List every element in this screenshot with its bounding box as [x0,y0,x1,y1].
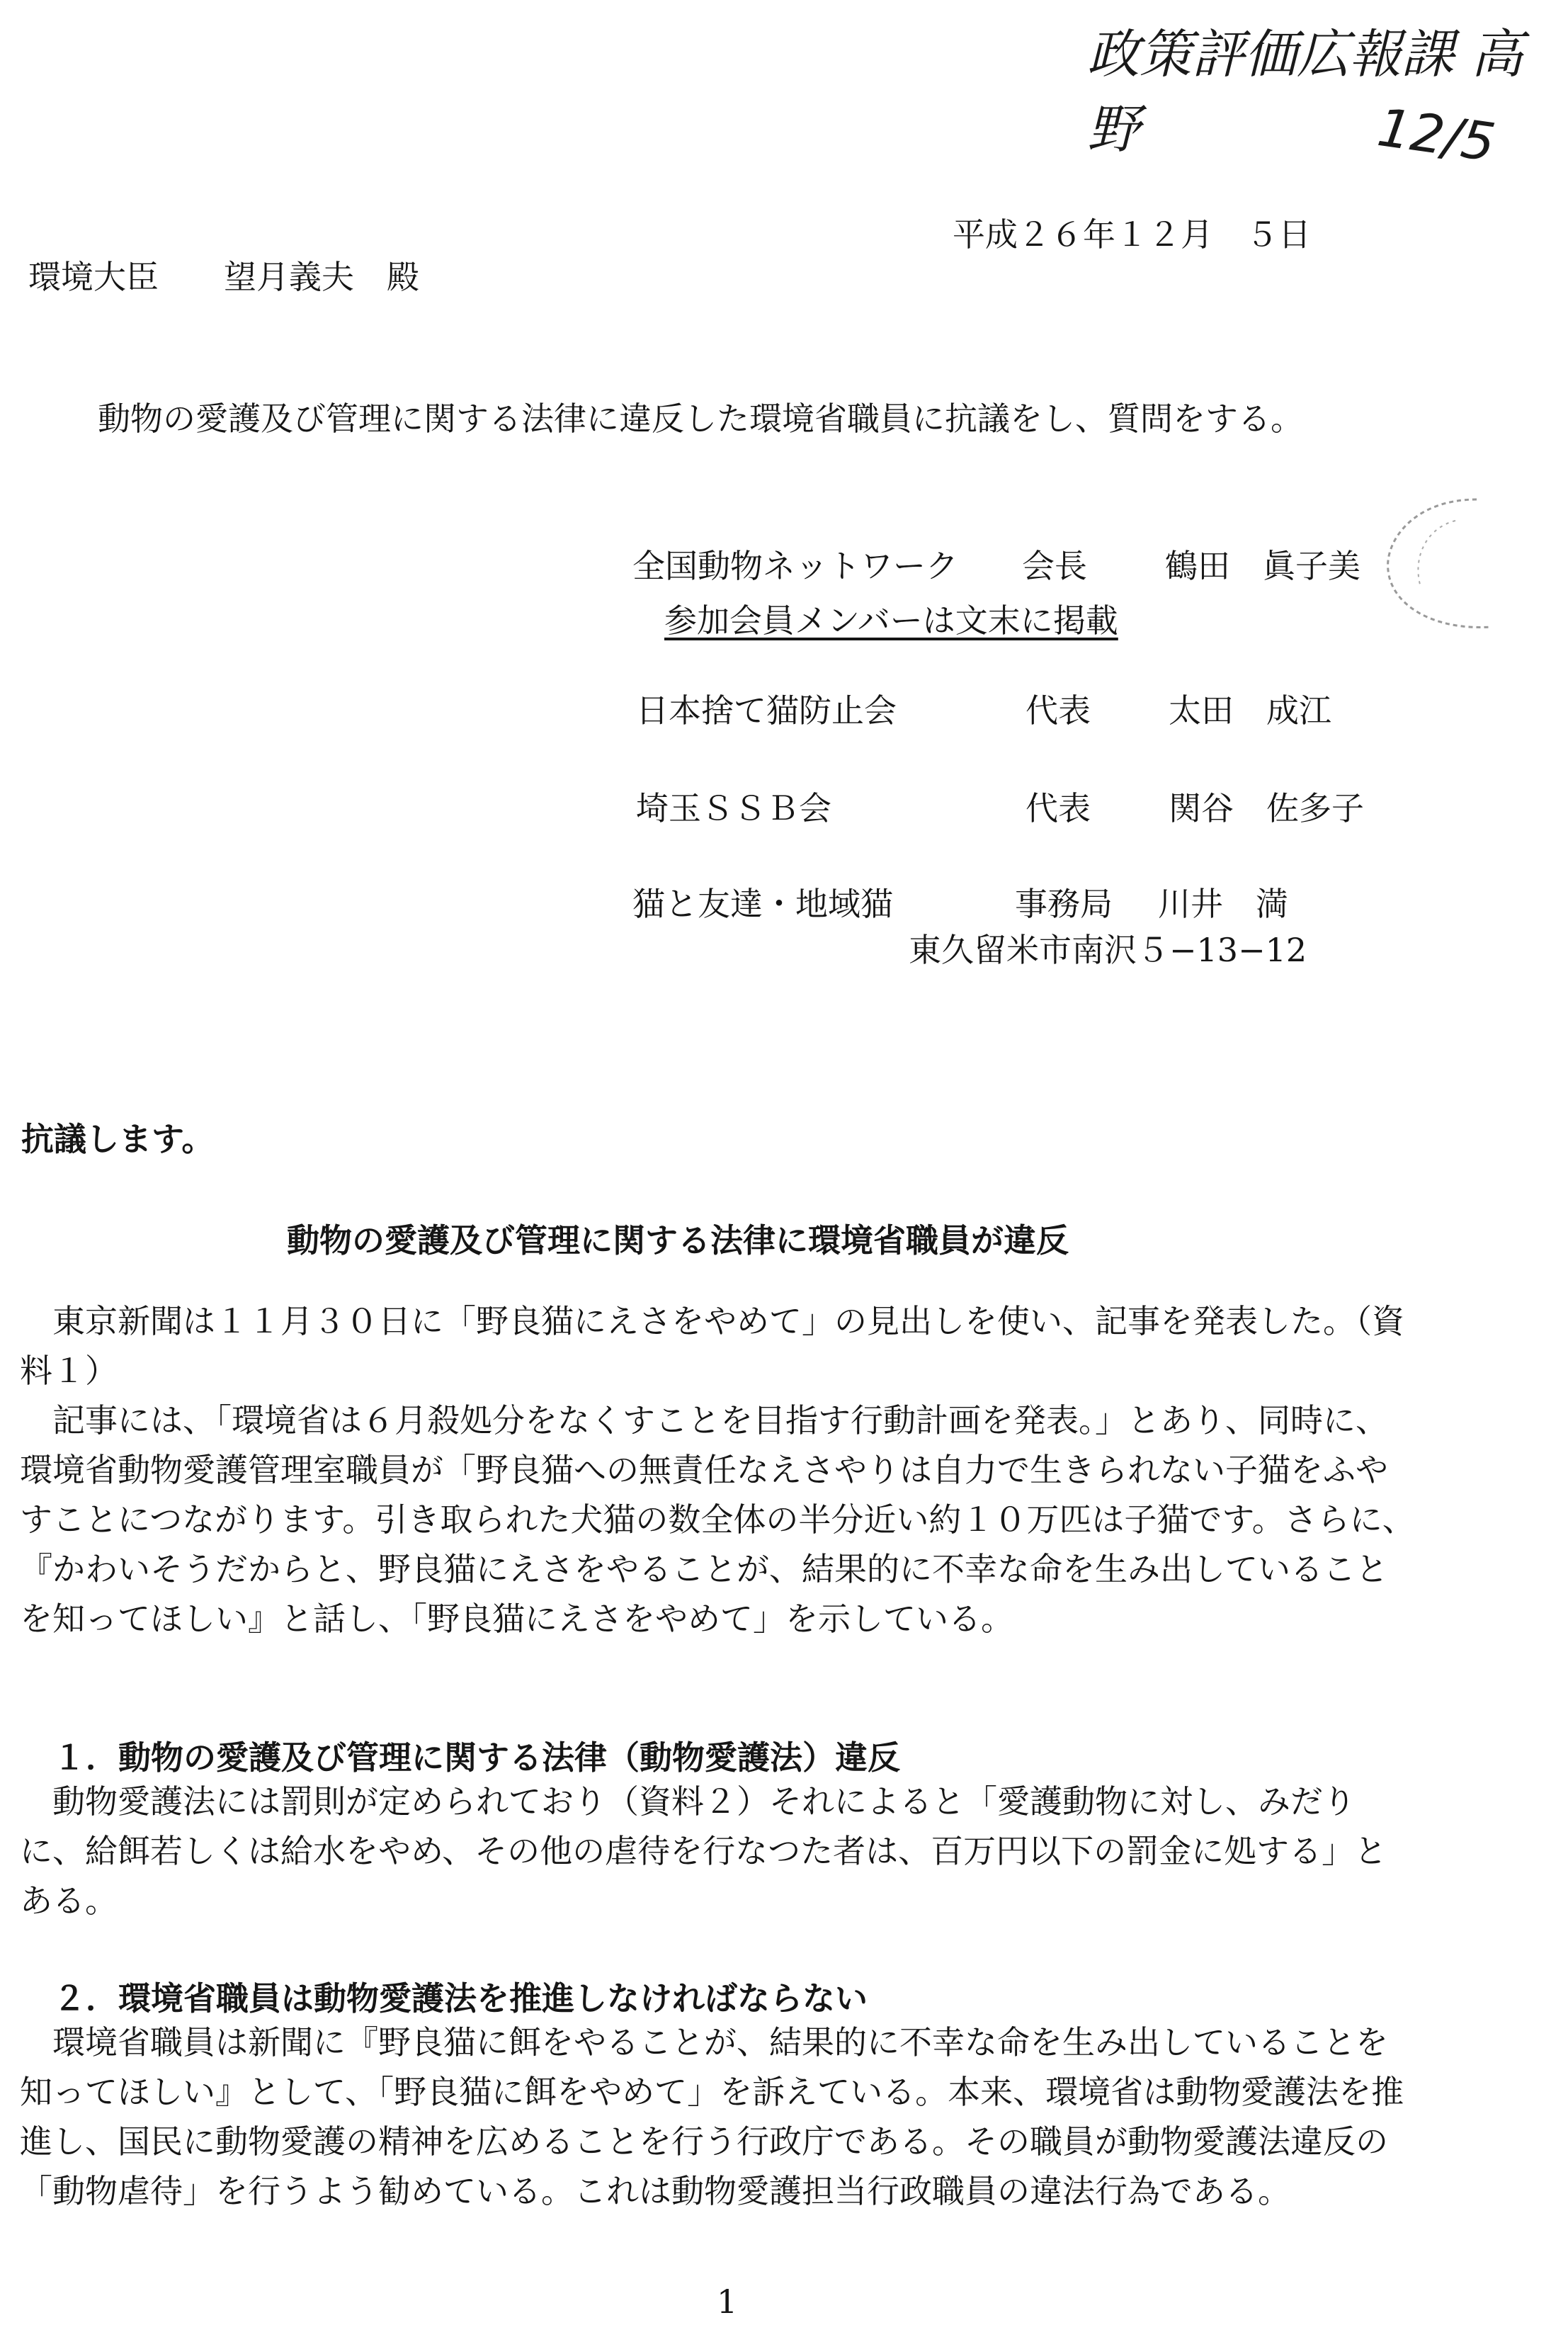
sender4-address: 東久留米市南沢５−13−12 [909,931,1307,969]
section-2-text: 環境省職員は新聞に『野良猫に餌をやることが、結果的に不幸な命を生み出していることを知ってほしい』として、「野良猫に餌をやめて」を訴えている。本来、環境省は動物愛護法を推進し、国民に動物愛護の精神を広めることを行う行政庁である。その職員が動物愛護法違反の「動物虐待」を行うよう勧めている。これは動物愛護担当行政職員の違法行為である。 [20,2023,1404,2210]
section-2-heading: ２．環境省職員は動物愛護法を推進しなければならない [53,1979,868,2018]
sender1-org: 全国動物ネットワーク [632,547,958,585]
document-title: 動物の愛護及び管理に関する法律に環境省職員が違反 [287,1221,1069,1260]
subject-line: 動物の愛護及び管理に関する法律に違反した環境省職員に抗議をし、質問をする。 [98,400,1303,438]
sender3-role: 代表 [1026,789,1091,827]
page-number: 1 [717,2282,738,2321]
sender3-org: 埼玉ＳＳＢ会 [636,789,831,827]
letter-date: 平成２６年１２月 ５日 [953,215,1311,254]
paragraph-2: 記事には、「環境省は６月殺処分をなくすことを目指す行動計画を発表。」とあり、同時に、環境省動物愛護管理室職員が「野良猫への無責任なえさやりは自力で生きられない子猫をふやすことにつながります。引き取られた犬猫の数全体の半分近い約１０万匹は子猫です。さらに、『かわいそうだからと、野良猫にえさをやることが、結果的に不幸な命を生み出していることを知ってほしい』と話し、「野良猫にえさをやめて」を示している。 [20,1401,1415,1638]
handwritten-note: 政策評価広報課 高野 [1087,24,1523,160]
recipient: 環境大臣 望月義夫 殿 [28,258,419,296]
sender2-org: 日本捨て猫防止会 [636,691,897,730]
handwritten-date: 12/5 [1373,96,1499,174]
sender1-note: 参加会員メンバーは文末に掲載 [664,601,1118,640]
sender4-org: 猫と友達・地域猫 [632,885,893,923]
protest-heading: 抗議します。 [21,1120,215,1158]
paragraph-1: 東京新聞は１１月３０日に「野良猫にえさをやめて」の見出しを使い、記事を発表した。（資料１） [20,1302,1404,1390]
sender4-role: 事務局 [1015,885,1113,923]
sender1-role: 会長 [1022,547,1087,585]
stamp-mark [1370,485,1498,641]
section-1-text: 動物愛護法には罰則が定められており（資料２）それによると「愛護動物に対し、みだりに、給餌若しくは給水をやめ、その他の虐待を行なつた者は、百万円以下の罰金に処する」とある。 [20,1782,1387,1920]
sender1-name: 鶴田 眞子美 [1165,547,1360,585]
sender3-name: 関谷 佐多子 [1169,789,1364,827]
sender4-name: 川井 満 [1158,885,1288,923]
sender2-name: 太田 成江 [1169,691,1331,730]
sender2-role: 代表 [1026,691,1091,730]
section-1-heading: １．動物の愛護及び管理に関する法律（動物愛護法）違反 [53,1738,900,1777]
